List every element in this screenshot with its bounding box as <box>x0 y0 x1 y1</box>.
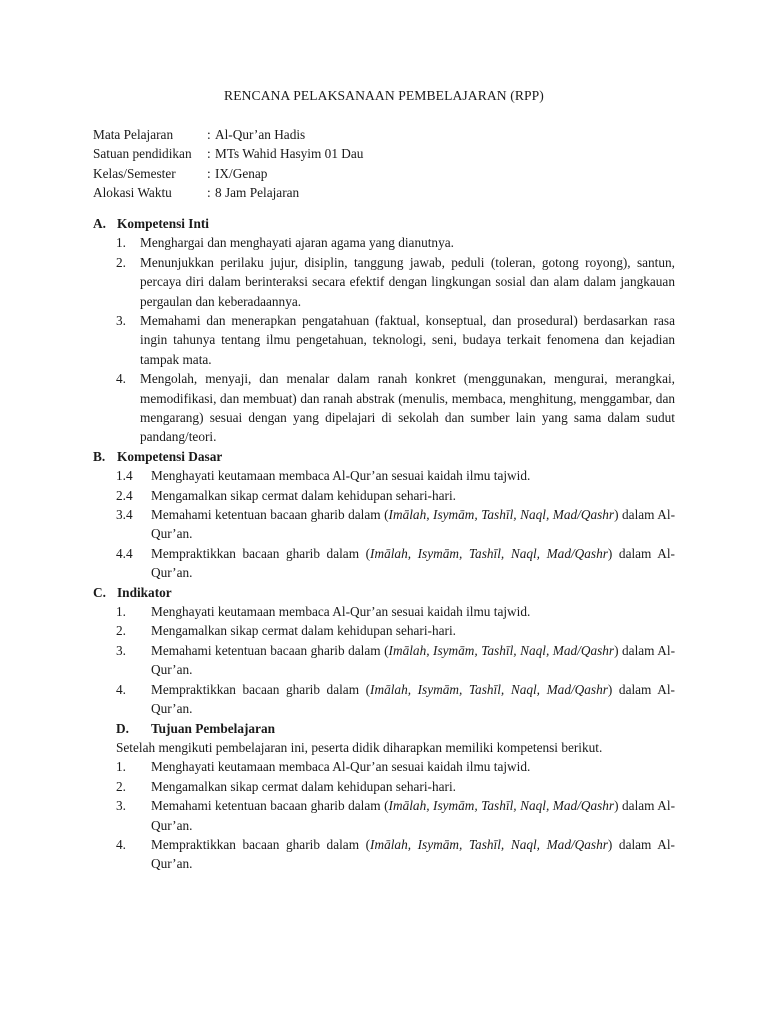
section-title: Indikator <box>117 584 172 600</box>
section-letter: D. <box>116 720 129 736</box>
list-item <box>116 311 675 369</box>
meta-colon: : <box>207 146 211 162</box>
item-text <box>151 641 675 680</box>
item-text-post: ) dalam Al-Qur’an. <box>151 681 675 717</box>
item-text-italic: Imālah, Isymām, Tashīl, Naql, Mad/Qashr <box>370 545 608 561</box>
item-text-post: ) dalam Al-Qur’an. <box>151 642 676 678</box>
section-letter: B. <box>93 448 106 464</box>
list-item <box>116 621 675 640</box>
item-number: 4. <box>116 371 126 387</box>
item-text-italic: Imālah, Isymām, Tashīl, Naql, Mad/Qashr <box>370 836 608 852</box>
section-heading-kompetensi-dasar <box>93 447 675 466</box>
item-text <box>151 505 675 544</box>
list-item <box>116 641 675 680</box>
item-text-italic: Imālah, Isymām, Tashīl, Naql, Mad/Qashr <box>388 798 615 814</box>
document-title: RENCANA PELAKSANAAN PEMBELAJARAN (RPP) <box>224 88 544 103</box>
section-title: Tujuan Pembelajaran <box>151 720 275 736</box>
item-number: 4. <box>116 681 126 697</box>
item-text-pre: Memahami ketentuan bacaan gharib dalam ( <box>151 798 389 814</box>
list-item <box>116 602 675 621</box>
item-number: 4.4 <box>116 545 133 561</box>
item-text-italic: Imālah, Isymām, Tashīl, Naql, Mad/Qashr <box>388 642 615 658</box>
item-text-pre: Mempraktikkan bacaan gharib dalam ( <box>151 545 371 561</box>
item-text <box>151 544 675 583</box>
section-heading-tujuan-pembelajaran <box>116 719 675 738</box>
item-text <box>151 680 675 719</box>
item-text: Mengamalkan sikap cermat dalam kehidupan sehari-hari. <box>151 623 456 639</box>
list-item <box>116 544 675 583</box>
item-number: 3.4 <box>116 507 133 523</box>
section-letter: C. <box>93 584 106 600</box>
list-item <box>116 466 675 485</box>
list-item <box>116 680 675 719</box>
meta-label: Kelas/Semester <box>93 165 176 181</box>
item-text-post: ) dalam Al-Qur’an. <box>151 507 676 542</box>
meta-row-class <box>93 164 363 183</box>
item-text-post: ) dalam Al-Qur’an. <box>151 545 675 581</box>
list-item <box>116 253 675 311</box>
item-text: Menghayati keutamaan membaca Al-Qur’an sesuai kaidah ilmu tajwid. <box>151 468 531 484</box>
meta-value: IX/Genap <box>215 165 268 181</box>
item-number: 4. <box>116 836 126 852</box>
item-text <box>151 796 675 835</box>
item-text-pre: Memahami ketentuan bacaan gharib dalam ( <box>151 642 389 658</box>
section-title: Kompetensi Inti <box>117 216 209 231</box>
meta-value: MTs Wahid Hasyim 01 Dau <box>215 146 364 162</box>
item-text: Mengamalkan sikap cermat dalam kehidupan sehari-hari. <box>151 778 456 794</box>
item-number: 1. <box>116 604 126 620</box>
list-item <box>116 835 675 874</box>
item-text-italic: Imālah, Isymām, Tashīl, Naql, Mad/Qashr <box>388 507 615 523</box>
item-text: Menghayati keutamaan membaca Al-Qur’an sesuai kaidah ilmu tajwid. <box>151 759 531 775</box>
meta-label: Satuan pendidikan <box>93 146 192 162</box>
list-item <box>116 233 675 252</box>
item-text-post: ) dalam Al-Qur’an. <box>151 798 676 833</box>
item-number: 1. <box>116 759 126 775</box>
meta-colon: : <box>207 165 211 181</box>
meta-row-school <box>93 144 363 163</box>
item-text <box>151 835 675 874</box>
item-text: Menunjukkan perilaku jujur, disiplin, tanggung jawab, peduli (toleran, gotong royong), santun, percaya diri dalam berinteraksi secara efektif dengan lingkungan sosial dan alam dalam jangkauan pergaulan dan keberadaannya. <box>140 254 675 309</box>
section-letter: A. <box>93 216 106 231</box>
item-text-italic: Imālah, Isymām, Tashīl, Naql, Mad/Qashr <box>370 681 608 697</box>
item-number: 3. <box>116 313 126 329</box>
item-number: 2. <box>116 623 126 639</box>
section-heading-kompetensi-inti <box>93 214 675 233</box>
list-item <box>116 796 675 835</box>
meta-row-time <box>93 183 363 202</box>
document-body <box>93 214 675 874</box>
meta-value: Al-Qur’an Hadis <box>215 127 306 142</box>
list-item <box>116 757 675 776</box>
item-text: Mengamalkan sikap cermat dalam kehidupan sehari-hari. <box>151 487 456 503</box>
meta-colon: : <box>207 185 211 201</box>
item-number: 3. <box>116 642 126 658</box>
list-item <box>116 369 675 447</box>
item-text-pre: Mempraktikkan bacaan gharib dalam ( <box>151 836 371 852</box>
item-number: 1.4 <box>116 468 133 484</box>
item-text: Memahami dan menerapkan pengatahuan (faktual, konseptual, dan prosedural) berdasarkan rasa ingin tahunya tentang ilmu pengetahuan, teknologi, seni, budaya terkait fenomena dan kejadian tampak mata. <box>140 313 675 367</box>
item-number: 3. <box>116 798 126 814</box>
item-number: 2. <box>116 778 126 794</box>
list-item <box>116 777 675 796</box>
meta-row-subject <box>93 125 363 144</box>
item-number: 2.4 <box>116 487 133 503</box>
item-text-post: ) dalam Al-Qur’an. <box>151 836 675 872</box>
section-intro-paragraph: Setelah mengikuti pembelajaran ini, peserta didik diharapkan memiliki kompetensi berikut. <box>116 739 603 755</box>
meta-label: Mata Pelajaran <box>93 127 174 142</box>
item-number: 1. <box>116 235 126 251</box>
meta-value: 8 Jam Pelajaran <box>215 185 300 201</box>
section-heading-indikator <box>93 583 675 602</box>
identity-block <box>93 125 363 203</box>
section-title: Kompetensi Dasar <box>117 448 223 464</box>
meta-label: Alokasi Waktu <box>93 185 172 201</box>
list-item <box>116 505 675 544</box>
item-text-pre: Memahami ketentuan bacaan gharib dalam ( <box>151 507 389 523</box>
item-text-pre: Mempraktikkan bacaan gharib dalam ( <box>151 681 371 697</box>
list-item <box>116 486 675 505</box>
item-text: Menghargai dan menghayati ajaran agama yang dianutnya. <box>140 235 454 251</box>
item-text: Mengolah, menyaji, dan menalar dalam ranah konkret (menggunakan, mengurai, merangkai, memodifikasi, dan membuat) dan ranah abstrak (menulis, membaca, menghitung, menggambar, dan mengarang) sesuai dengan yang dipelajari di sekolah dan sumber lain yang sama dalam sudut pandang/teori. <box>140 371 675 445</box>
meta-colon: : <box>207 127 211 142</box>
item-text: Menghayati keutamaan membaca Al-Qur’an sesuai kaidah ilmu tajwid. <box>151 604 531 620</box>
item-number: 2. <box>116 254 126 270</box>
